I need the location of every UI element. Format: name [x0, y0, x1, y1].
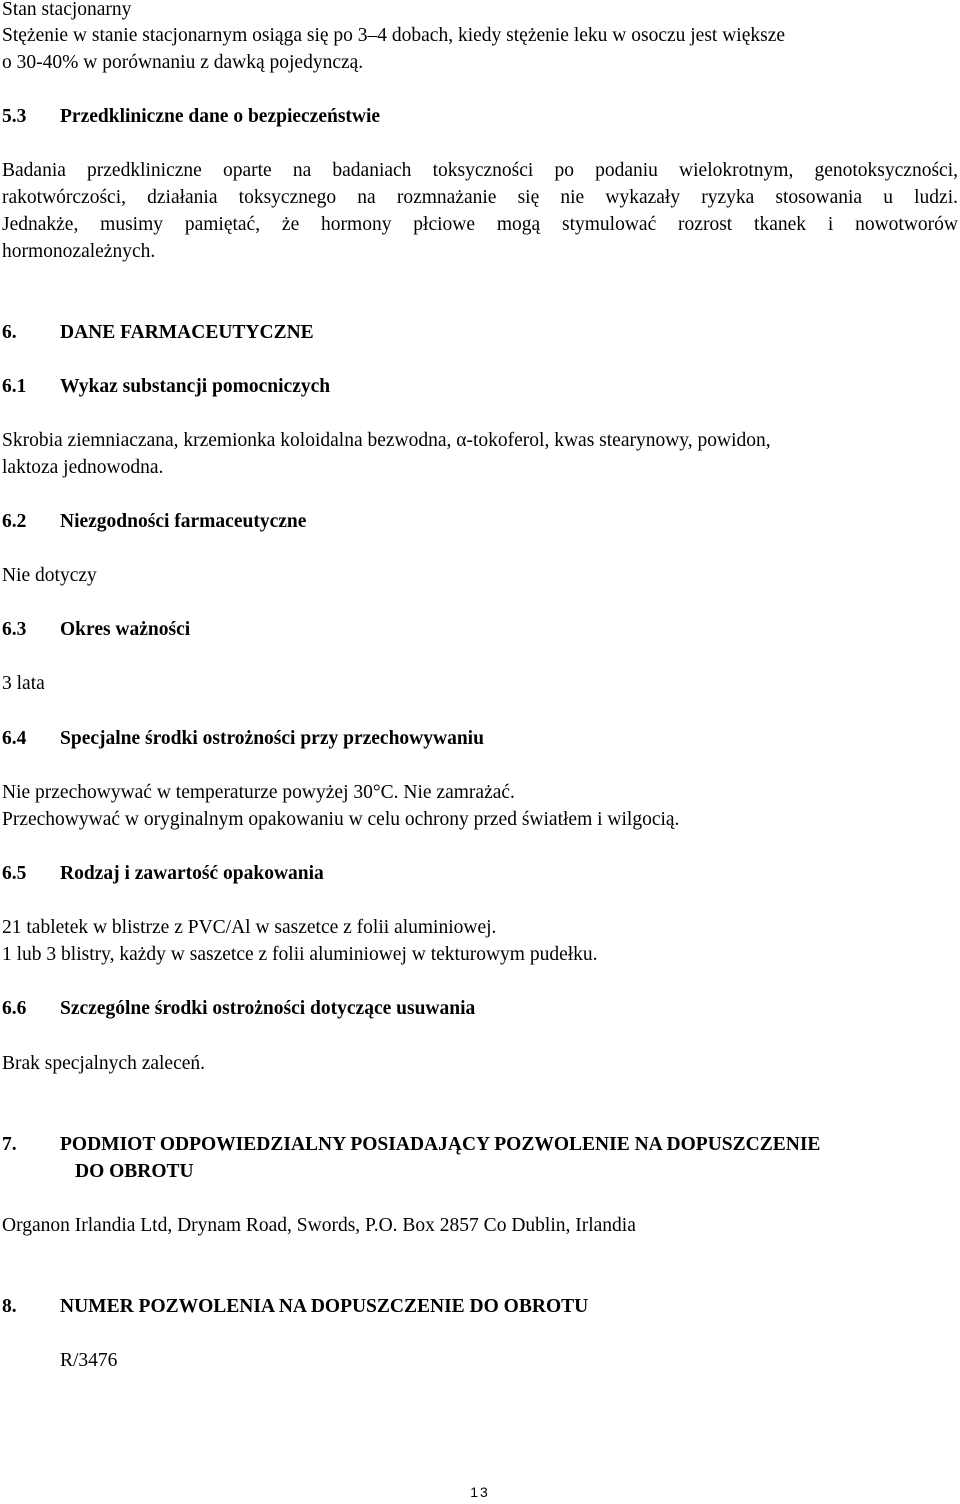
- section-title: Niezgodności farmaceutyczne: [60, 511, 307, 532]
- section-6-1-heading: [2, 373, 330, 400]
- section-5-3-line-3: Jednakże, musimy pamiętać, że hormony płciowe mogą stymulować rozrost tkanek i nowotworów: [2, 214, 958, 235]
- section-8-heading: [2, 1293, 588, 1320]
- section-number: 6.1: [2, 376, 27, 397]
- section-6-3-text: 3 lata: [2, 673, 45, 694]
- section-number: 8.: [2, 1296, 17, 1317]
- section-title: DANE FARMACEUTYCZNE: [60, 322, 314, 343]
- section-title: Rodzaj i zawartość opakowania: [60, 863, 324, 884]
- section-5-3-line-1: Badania przedkliniczne oparte na badaniach toksyczności po podaniu wielokrotnym, genotoksyczności,: [2, 160, 958, 181]
- section-6-1-line-1: Skrobia ziemniaczana, krzemionka koloidalna bezwodna, α-tokoferol, kwas stearynowy, powidon,: [2, 430, 771, 451]
- section-title: Szczególne środki ostrożności dotyczące usuwania: [60, 998, 476, 1019]
- section-6-4-line-2: Przechowywać w oryginalnym opakowaniu w celu ochrony przed światłem i wilgocią.: [2, 809, 680, 830]
- section-6-1-line-2: laktoza jednowodna.: [2, 457, 164, 478]
- steady-state-heading: Stan stacjonarny: [2, 0, 132, 20]
- section-6-3-heading: [2, 616, 190, 643]
- section-number: 7.: [2, 1134, 17, 1155]
- section-7-heading: [2, 1131, 820, 1158]
- page-number: 13: [470, 1484, 490, 1500]
- steady-state-line-1: Stężenie w stanie stacjonarnym osiąga się po 3–4 dobach, kiedy stężenie leku w osoczu jest większe: [2, 25, 786, 46]
- section-number: 6.6: [2, 998, 27, 1019]
- section-7-heading-line-2: DO OBROTU: [75, 1161, 194, 1182]
- section-6-4-line-1: Nie przechowywać w temperaturze powyżej 30°C. Nie zamrażać.: [2, 782, 515, 803]
- section-6-5-line-2: 1 lub 3 blistry, każdy w saszetce z folii aluminiowej w tekturowym pudełku.: [2, 944, 598, 965]
- steady-state-line-2: o 30-40% w porównaniu z dawką pojedynczą.: [2, 52, 364, 73]
- section-number: 6.2: [2, 511, 27, 532]
- section-number: 6.: [2, 322, 17, 343]
- section-number: 6.5: [2, 863, 27, 884]
- section-8-text: R/3476: [60, 1350, 118, 1371]
- section-title: PODMIOT ODPOWIEDZIALNY POSIADAJĄCY POZWOLENIE NA DOPUSZCZENIE: [60, 1134, 821, 1155]
- section-6-6-heading: [2, 995, 475, 1022]
- section-5-3-line-4: hormonozależnych.: [2, 241, 156, 262]
- section-number: 6.3: [2, 619, 27, 640]
- section-number: 5.3: [2, 106, 27, 127]
- section-title: Wykaz substancji pomocniczych: [60, 376, 331, 397]
- section-7-text: Organon Irlandia Ltd, Drynam Road, Swords, P.O. Box 2857 Co Dublin, Irlandia: [2, 1215, 636, 1236]
- section-6-4-heading: [2, 725, 484, 752]
- section-number: 6.4: [2, 728, 27, 749]
- section-title: Specjalne środki ostrożności przy przechowywaniu: [60, 728, 484, 749]
- section-5-3-line-2: rakotwórczości, działania toksycznego na rozmnażanie się nie wykazały ryzyka stosowania u ludzi.: [2, 187, 958, 208]
- section-title: Przedkliniczne dane o bezpieczeństwie: [60, 106, 381, 127]
- section-6-2-heading: [2, 508, 306, 535]
- section-6-5-line-1: 21 tabletek w blistrze z PVC/Al w saszetce z folii aluminiowej.: [2, 917, 497, 938]
- section-6-heading: [2, 319, 314, 346]
- section-title: NUMER POZWOLENIA NA DOPUSZCZENIE DO OBROTU: [60, 1296, 589, 1317]
- section-6-2-text: Nie dotyczy: [2, 565, 97, 586]
- section-title: Okres ważności: [60, 619, 191, 640]
- section-6-6-text: Brak specjalnych zaleceń.: [2, 1053, 206, 1074]
- section-5-3-heading: [2, 103, 380, 130]
- section-6-5-heading: [2, 860, 324, 887]
